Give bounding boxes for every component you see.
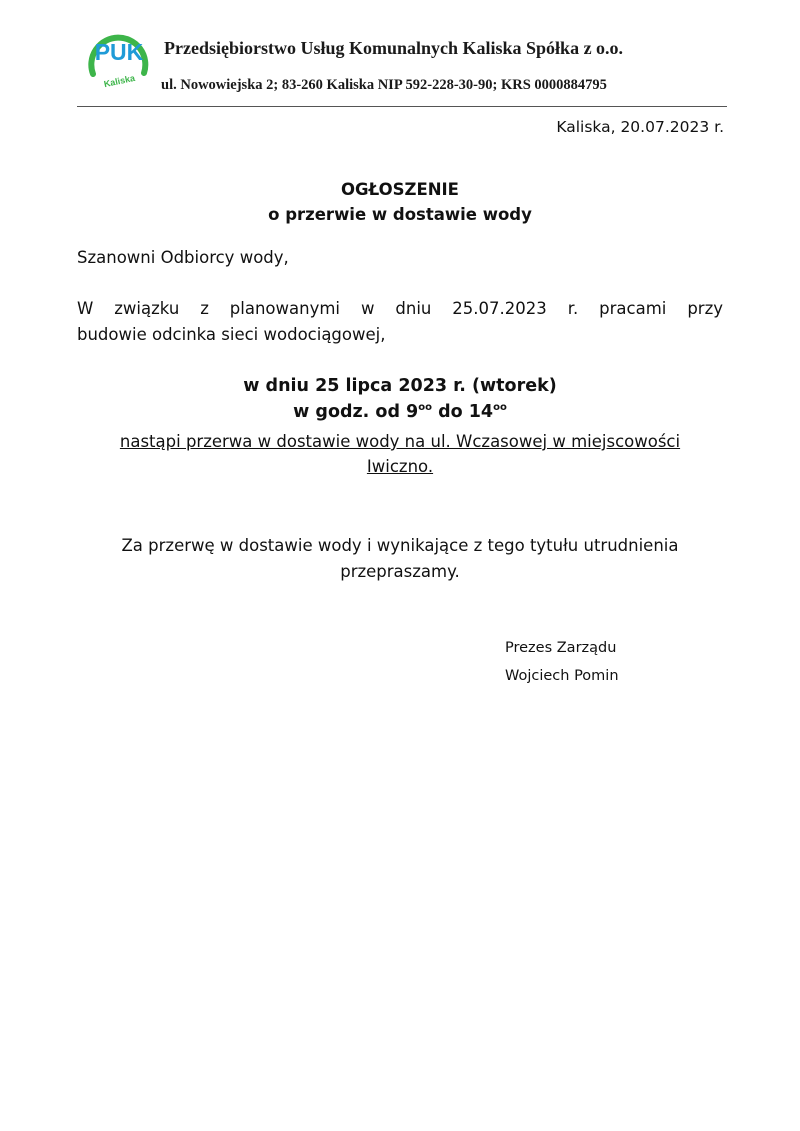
outage-hours (77, 402, 723, 422)
logo-subtext: Kaliska (102, 72, 136, 90)
header-divider (77, 106, 727, 107)
document-subtitle: o przerwie w dostawie wody (268, 205, 532, 224)
outage-hours-middle: do 14 (432, 402, 494, 422)
greeting: Szanowni Odbiorcy wody, (77, 248, 289, 267)
outage-hours-from-sup: oo (418, 402, 432, 413)
apology-line-2: przepraszamy. (340, 562, 460, 581)
outage-date: w dniu 25 lipca 2023 r. (wtorek) (243, 376, 557, 396)
company-address: ul. Nowowiejska 2; 83-260 Kaliska NIP 592-228-30-90; KRS 0000884795 (161, 77, 607, 93)
logo-text: PUK (94, 39, 144, 65)
outage-notice-line-2: Iwiczno. (366, 457, 434, 476)
puk-logo-graphic (80, 24, 158, 92)
company-name: Przedsiębiorstwo Usług Komunalnych Kaliska Spółka z o.o. (164, 38, 624, 58)
signature-name: Wojciech Pomin (505, 668, 619, 684)
intro-line-1: W związku z planowanymi w dniu 25.07.2023 r. pracami przy (77, 299, 723, 318)
outage-notice-line-1: nastąpi przerwa w dostawie wody na ul. Wczasowej w miejscowości (119, 432, 681, 451)
intro-line-2: budowie odcinka sieci wodociągowej, (77, 325, 386, 344)
apology-line-1: Za przerwę w dostawie wody i wynikające z tego tytułu utrudnienia (121, 536, 679, 555)
company-logo (80, 24, 158, 92)
outage-hours-to-sup: oo (493, 402, 507, 413)
outage-hours-prefix: w godz. od 9 (293, 402, 419, 422)
signature-role: Prezes Zarządu (505, 640, 617, 656)
document-date: Kaliska, 20.07.2023 r. (556, 118, 724, 136)
document-title: OGŁOSZENIE (341, 180, 459, 199)
